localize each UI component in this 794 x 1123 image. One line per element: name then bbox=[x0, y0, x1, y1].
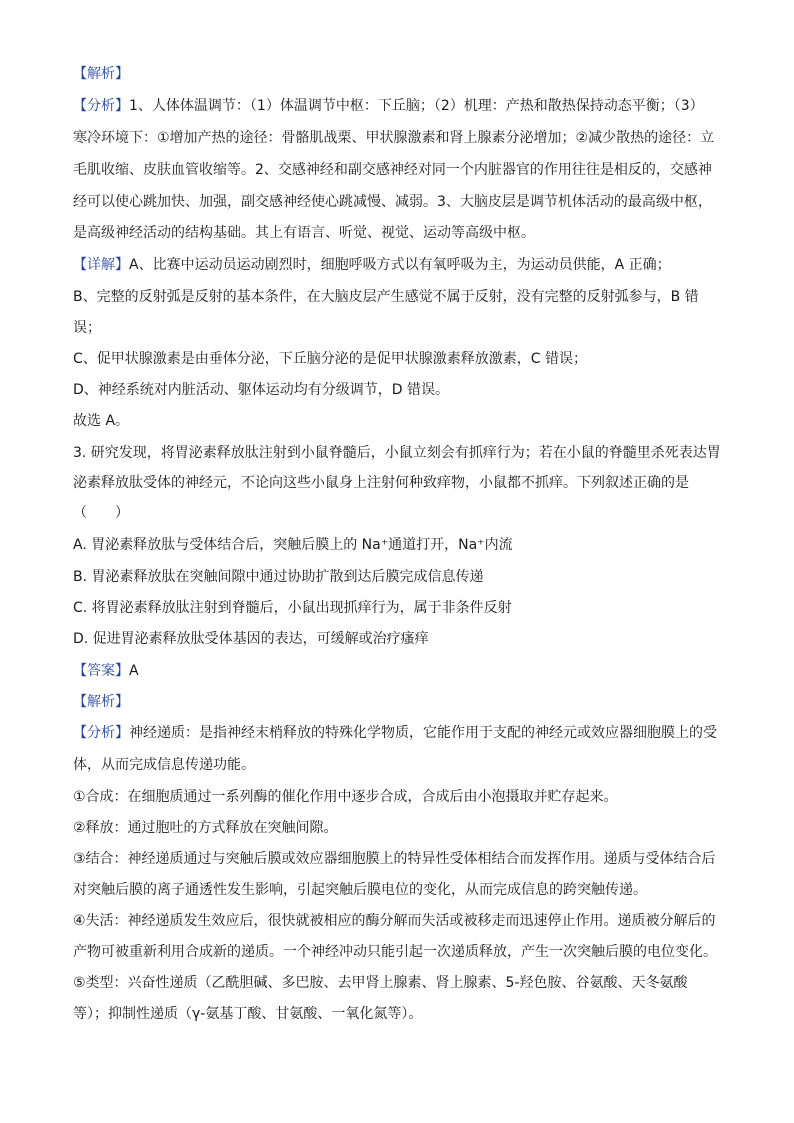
detail-line-1 bbox=[73, 255, 723, 275]
q3-analysis-label: 【分析】 bbox=[73, 725, 129, 741]
q3-jiexi-heading: 【解析】 bbox=[73, 694, 129, 710]
q3-analysis-types-2: 等）；抑制性递质（γ-氨基丁酸、甘氨酸、一氧化氮等）。 bbox=[73, 1006, 423, 1022]
analysis-text: 1、人体体温调节：（1）体温调节中枢：下丘脑；（2）机理：产热和散热保持动态平衡；（3） bbox=[129, 98, 704, 114]
detail-line-4: C、促甲状腺激素是由垂体分泌，下丘脑分泌的是促甲状腺激素释放激素，C 错误； bbox=[73, 351, 587, 367]
detail-label: 【详解】 bbox=[73, 257, 129, 273]
q3-analysis-inactivation-2: 产物可被重新利用合成新的递质。一个神经冲动只能引起一次递质释放，产生一次突触后膜的电位变化。 bbox=[73, 944, 717, 960]
q3-analysis-line-1 bbox=[73, 723, 723, 743]
option-d: D. 促进胃泌素释放肽受体基因的表达，可缓解或治疗瘙痒 bbox=[73, 631, 429, 647]
option-b: B. 胃泌素释放肽在突触间隙中通过协助扩散到达后膜完成信息传递 bbox=[73, 569, 484, 585]
detail-line-5: D、神经系统对内脏活动、躯体运动均有分级调节，D 错误。 bbox=[73, 382, 450, 398]
analysis-line-4: 经可以使心跳加快、加强，副交感神经使心跳减慢、减弱。3、大脑皮层是调节机体活动的最高级中枢， bbox=[73, 194, 712, 210]
detail-text: A、比赛中运动员运动剧烈时，细胞呼吸方式以有氧呼吸为主，为运动员供能，A 正确； bbox=[129, 257, 671, 273]
detail-conclusion: 故选 A。 bbox=[73, 413, 130, 429]
q3-analysis-synthesis: ①合成：在细胞质通过一系列酶的催化作用中逐步合成，合成后由小泡摄取并贮存起来。 bbox=[73, 789, 618, 805]
analysis-line-3: 毛肌收缩、皮肤血管收缩等。2、交感神经和副交感神经对同一个内脏器官的作用往往是相反的，交感神 bbox=[73, 162, 712, 178]
q3-analysis-release: ②释放：通过胞吐的方式释放在突触间隙。 bbox=[73, 820, 338, 836]
q3-analysis-line-2: 体，从而完成信息传递功能。 bbox=[73, 757, 255, 773]
question-stem-line-1: 3. 研究发现，将胃泌素释放肽注射到小鼠脊髓后，小鼠立刻会有抓痒行为；若在小鼠的脊髓里杀死表达胃 bbox=[73, 445, 721, 461]
q3-analysis-binding-2: 对突触后膜的离子通透性发生影响，引起突触后膜电位的变化，从而完成信息的跨突触传递。 bbox=[73, 882, 647, 898]
analysis-line-1 bbox=[73, 96, 723, 116]
question-stem-blank: （ ） bbox=[73, 505, 129, 521]
q3-analysis-inactivation-1: ④失活：神经递质发生效应后，很快就被相应的酶分解而失活或被移走而迅速停止作用。递质被分解后的 bbox=[73, 913, 716, 929]
q3-analysis-text: 神经递质：是指神经末梢释放的特殊化学物质，它能作用于支配的神经元或效应器细胞膜上的受 bbox=[129, 725, 717, 741]
option-c: C. 将胃泌素释放肽注射到脊髓后，小鼠出现抓痒行为，属于非条件反射 bbox=[73, 600, 512, 616]
analysis-line-2: 寒冷环境下：①增加产热的途径：骨骼肌战栗、甲状腺激素和肾上腺素分泌增加；②减少散热的途径：立 bbox=[73, 130, 715, 146]
analysis-line-5: 是高级神经活动的结构基础。其上有语言、听觉、视觉、运动等高级中枢。 bbox=[73, 225, 535, 241]
answer-label: 【答案】 bbox=[73, 663, 129, 679]
q3-analysis-types-1: ⑤类型：兴奋性递质（乙酰胆碱、多巴胺、去甲肾上腺素、肾上腺素、5-羟色胺、谷氨酸、天冬氨酸 bbox=[73, 975, 688, 991]
answer-value: A bbox=[129, 663, 139, 679]
option-a: A. 胃泌素释放肽与受体结合后，突触后膜上的 Na⁺通道打开，Na⁺内流 bbox=[73, 537, 513, 553]
detail-line-3: 误； bbox=[73, 320, 101, 336]
answer-line bbox=[73, 661, 723, 681]
q3-analysis-binding-1: ③结合：神经递质通过与突触后膜或效应器细胞膜上的特异性受体相结合而发挥作用。递质与受体结合后 bbox=[73, 851, 716, 867]
analysis-label: 【分析】 bbox=[73, 98, 129, 114]
question-stem-line-2: 泌素释放肽受体的神经元，不论向这些小鼠身上注射何种致痒物，小鼠都不抓痒。下列叙述正确的是 bbox=[73, 475, 689, 491]
section-heading-jiexi: 【解析】 bbox=[73, 66, 129, 82]
detail-line-2: B、完整的反射弧是反射的基本条件，在大脑皮层产生感觉不属于反射，没有完整的反射弧参与，B 错 bbox=[73, 289, 699, 305]
